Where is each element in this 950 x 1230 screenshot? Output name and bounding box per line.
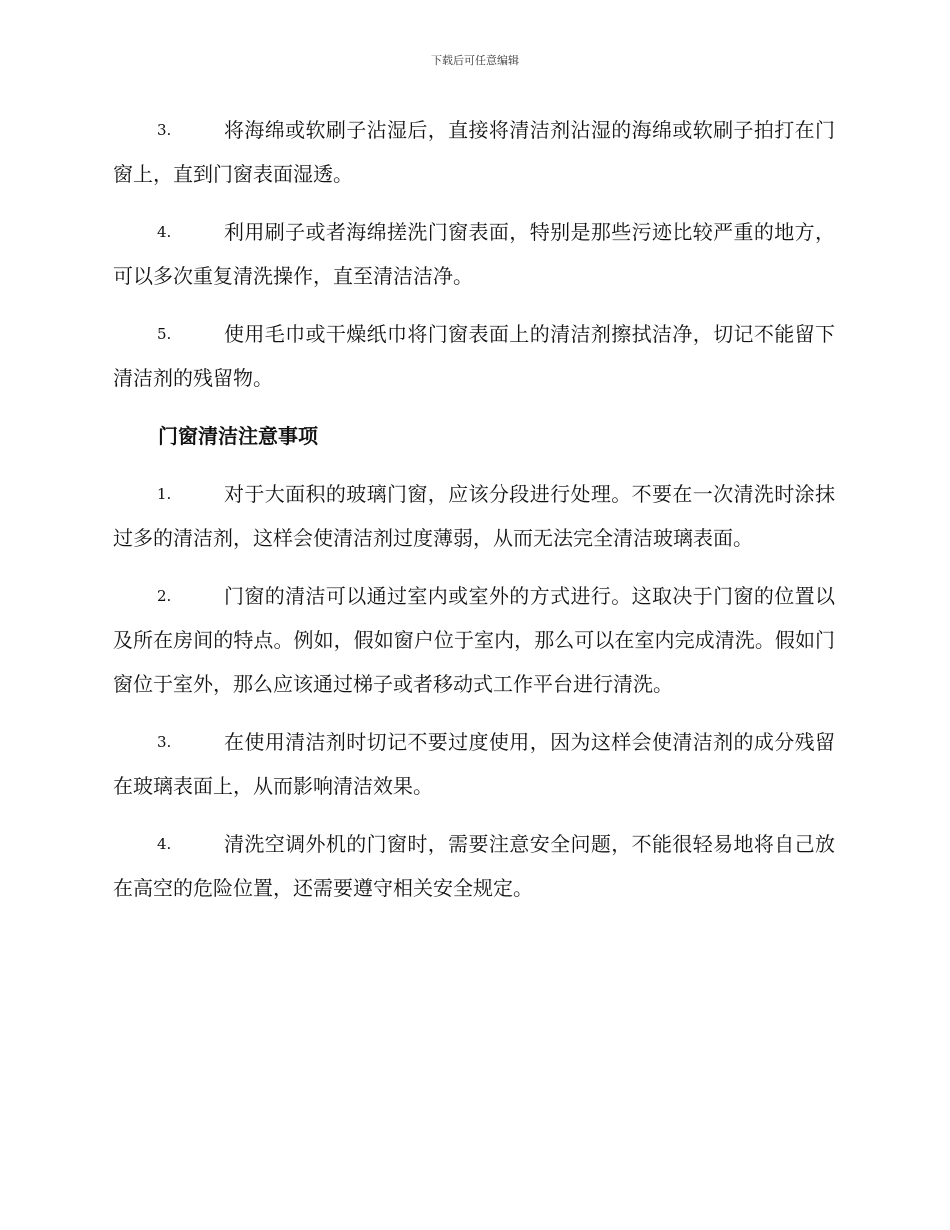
step-item: [113, 312, 835, 400]
step-item: [113, 210, 835, 298]
note-text: 清洗空调外机的门窗时，需要注意安全问题，不能很轻易地将自己放在高空的危险位置，还需要遵守相关安全规定。: [113, 832, 835, 900]
note-text: 在使用清洁剂时切记不要过度使用，因为这样会使清洁剂的成分残留在玻璃表面上，从而影响清洁效果。: [113, 730, 835, 798]
section-heading: 门窗清洁注意事项: [158, 424, 318, 448]
note-item: [113, 822, 835, 910]
step-item: [113, 108, 835, 196]
note-number: 1.: [157, 485, 172, 503]
note-number: 2.: [157, 587, 172, 605]
note-text: 对于大面积的玻璃门窗，应该分段进行处理。不要在一次清洗时涂抹过多的清洁剂，这样会使清洁剂过度薄弱，从而无法完全清洁玻璃表面。: [113, 482, 835, 550]
note-item: [113, 720, 835, 808]
step-text: 使用毛巾或干燥纸巾将门窗表面上的清洁剂擦拭洁净，切记不能留下清洁剂的残留物。: [113, 322, 835, 390]
document-body: [113, 108, 835, 924]
step-number: 5.: [157, 325, 172, 343]
note-item: [113, 472, 835, 560]
note-number: 3.: [157, 733, 172, 751]
page-header: 下载后可任意编辑: [431, 54, 519, 67]
step-text: 利用刷子或者海绵搓洗门窗表面，特别是那些污迹比较严重的地方，可以多次重复清洗操作，直至清洁洁净。: [113, 220, 835, 288]
note-number: 4.: [157, 835, 172, 853]
note-item: [113, 574, 835, 706]
note-text: 门窗的清洁可以通过室内或室外的方式进行。这取决于门窗的位置以及所在房间的特点。例如，假如窗户位于室内，那么可以在室内完成清洗。假如门窗位于室外，那么应该通过梯子或者移动式工作平台进行清洗。: [113, 584, 835, 696]
step-number: 3.: [157, 121, 172, 139]
step-text: 将海绵或软刷子沾湿后，直接将清洁剂沾湿的海绵或软刷子拍打在门窗上，直到门窗表面湿透。: [113, 118, 835, 186]
step-number: 4.: [157, 223, 172, 241]
